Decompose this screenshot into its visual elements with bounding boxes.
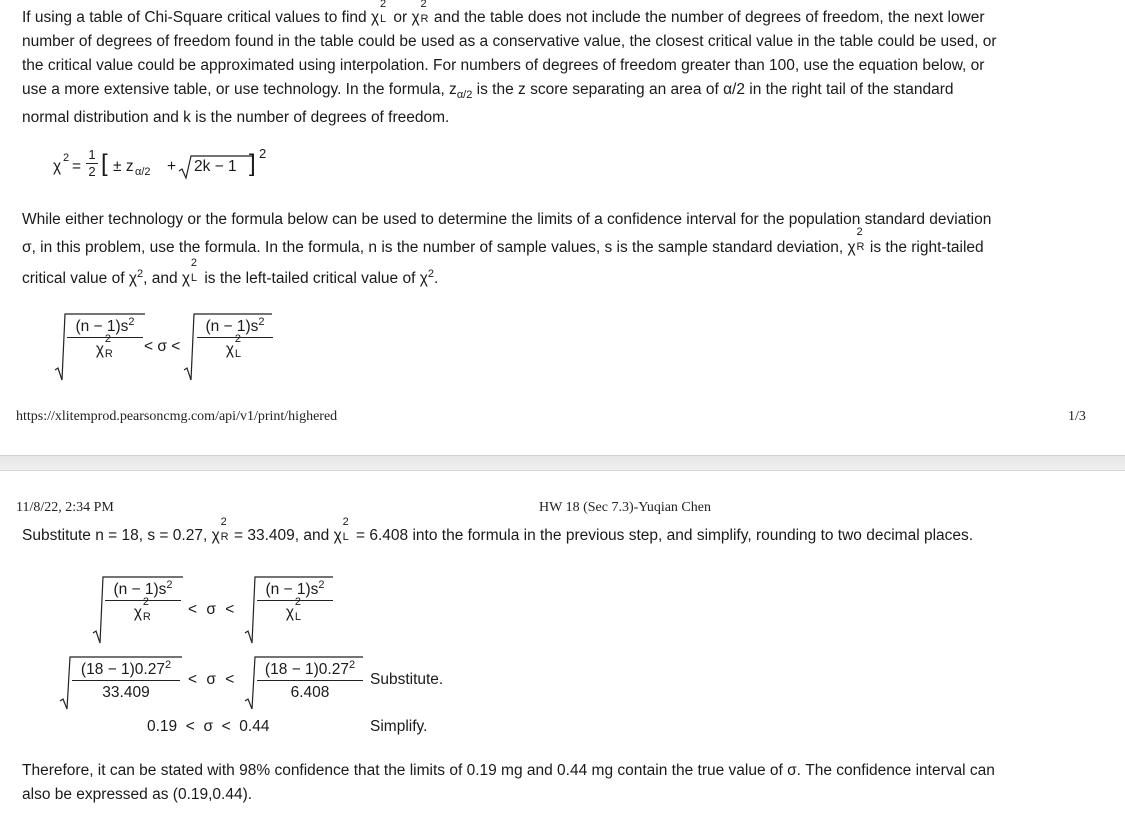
conclusion-line-1: Therefore, it can be stated with 98% confidence that the limits of 0.19 mg and 0.44 mg contain the true value of σ. The confidence interval can (22, 762, 995, 779)
chi-square-approximation-formula: χ 2 = 1 2 [ ± z α/2 + 2k − 1 ] 2 (53, 146, 267, 179)
conclusion-paragraph (22, 759, 1092, 807)
method-line-1: While either technology or the formula below can be used to determine the limits of a confidence interval for the population standard deviation (22, 211, 992, 228)
conclusion-line-2: also be expressed as (0.19,0.44). (22, 786, 253, 803)
chi-square-left: χ 2 L (370, 0, 387, 26)
confidence-interval-formula: $(n - 1)s^2$ χ 2 R < σ < $(n - 1)s^2$ χ 2 L (55, 312, 285, 384)
step-substituted: $\frac{(18 - 1)0.27^2}{33.409}$ < σ < $\frac{(18 - 1)0.27^2}{6.408}$ Substitute. (60, 655, 460, 715)
substitute-instruction: Substitute n = 18, s = 0.27, χ 2 R = 33.409, and χ 2 L = 6.408 into the formula in the previous step, and simplify, rounding to two decimal places. (22, 516, 974, 544)
page-footer-url: https://xlitemprod.pearsoncmg.com/api/v1/print/highered (16, 409, 338, 424)
intro-paragraph (22, 0, 1092, 130)
method-line-3: critical value of $\chi^2$, and χ 2 L is the left-tailed critical value of $\chi^2$. (22, 257, 439, 287)
intro-line-2: number of degrees of freedom found in the table could be used as a conservative value, the closest critical value in the table could be used, or (22, 33, 997, 50)
page-break-divider (0, 455, 1125, 471)
step-note-simplify: Simplify. (370, 718, 428, 735)
chi-square-right: χ 2 R (411, 0, 429, 26)
intro-line-3: the critical value could be approximated using interpolation. For numbers of degrees of freedom greater than 100, use the equation below, or (22, 57, 985, 74)
method-line-2: σ, in this problem, use the formula. In the formula, n is the number of sample values, s is the sample standard deviation, χ 2 R is the right-tailed (22, 226, 984, 256)
page-number: 1/3 (1068, 409, 1086, 424)
step-formula: $(n - 1)s^2$ χ 2 R < σ < $(n - 1)s^2$ χ 2 L (93, 575, 353, 647)
intro-line-1: If using a table of Chi-Square critical values to find χ 2 L or χ 2 R and the table does not include the number of degrees of freedom, the next lower (22, 6, 1092, 30)
step-result: 0.19 < σ < 0.44 (147, 718, 270, 735)
intro-line-4: use a more extensive table, or use technology. In the formula, $z_{\alpha/2}$ is the z score separating an area of α/2 in the right tail of the standard (22, 81, 954, 102)
method-paragraph (22, 206, 1092, 293)
print-title: HW 18 (Sec 7.3)-Yuqian Chen (539, 500, 711, 515)
intro-line-5: normal distribution and k is the number of degrees of freedom. (22, 109, 450, 126)
print-datetime: 11/8/22, 2:34 PM (16, 500, 114, 515)
step-note-substitute: Substitute. (370, 671, 444, 688)
